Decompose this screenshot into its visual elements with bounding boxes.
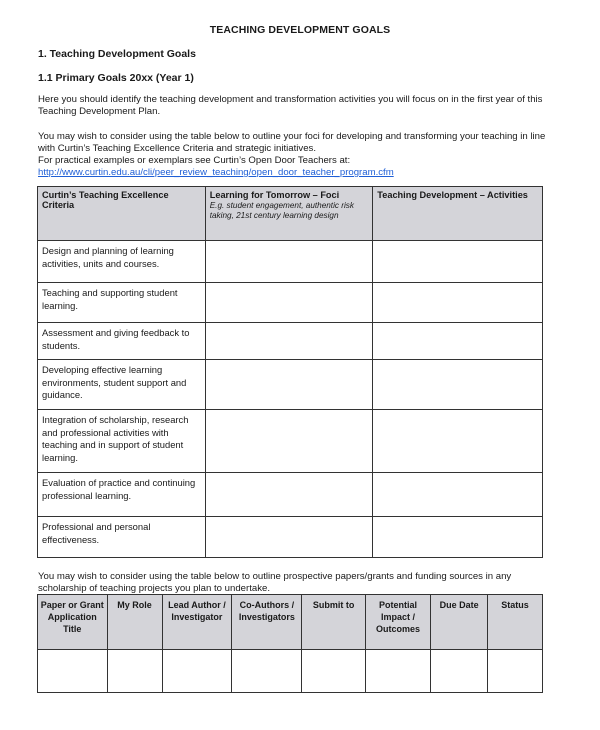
foci-input-cell[interactable]: [205, 323, 373, 360]
table-header-cell: Due Date: [431, 595, 488, 650]
foci-input-cell[interactable]: [205, 473, 373, 517]
table-header-cell: [373, 187, 543, 241]
open-door-paragraph-text: For practical examples or exemplars see Curtin’s Open Door Teachers at:: [38, 155, 351, 166]
table-input-cell[interactable]: [162, 650, 232, 693]
grants-paragraph: You may wish to consider using the table below to outline prospective papers/grants and funding sources in any scholarship of teaching projects you plan to undertake.: [38, 571, 512, 594]
table-row: [38, 410, 543, 473]
header-title: Curtin’s Teaching Excellence Criteria: [42, 190, 169, 210]
header-title: Learning for Tomorrow – Foci: [209, 190, 340, 200]
header-subtitle: E.g. student engagement, authentic risk taking, 21st century learning design: [209, 201, 354, 220]
criteria-cell: Developing effective learning environments, student support and guidance.: [38, 360, 206, 410]
foci-input-cell[interactable]: [205, 241, 373, 283]
activities-input-cell[interactable]: [373, 473, 543, 517]
foci-input-cell[interactable]: [205, 283, 373, 323]
criteria-cell: Assessment and giving feedback to students.: [38, 323, 206, 360]
criteria-cell: Design and planning of learning activities, units and courses.: [38, 241, 206, 283]
activities-input-cell[interactable]: [373, 241, 543, 283]
table-input-cell[interactable]: [431, 650, 488, 693]
table-input-cell[interactable]: [302, 650, 365, 693]
table-row: [38, 241, 543, 283]
activities-input-cell[interactable]: [373, 283, 543, 323]
table-header-cell: Paper or Grant Application Title: [38, 595, 108, 650]
table-row: [38, 360, 543, 410]
table-header-cell: [205, 187, 373, 241]
foci-paragraph-text: You may wish to consider using the table below to outline your foci for developing and transforming your teaching in line with Curtin’s Teaching Excellence Criteria and strategic initiatives.: [38, 131, 546, 154]
table-input-cell[interactable]: [365, 650, 430, 693]
activities-input-cell[interactable]: [373, 323, 543, 360]
criteria-cell: Integration of scholarship, research and professional activities with teaching and in support of student learning.: [38, 410, 206, 473]
subsection-heading: 1.1 Primary Goals 20xx (Year 1): [38, 72, 194, 84]
table-row: [38, 517, 543, 558]
table-header-cell: Lead Author / Investigator: [162, 595, 232, 650]
teaching-excellence-table: [37, 186, 543, 558]
document-title: TEACHING DEVELOPMENT GOALS: [209, 24, 391, 36]
table-input-cell[interactable]: [488, 650, 543, 693]
foci-paragraph: [38, 131, 558, 179]
table-header-cell: My Role: [107, 595, 162, 650]
table-row: [38, 650, 543, 693]
header-title: Teaching Development – Activities: [377, 190, 528, 200]
foci-input-cell[interactable]: [205, 517, 373, 558]
table-header-cell: Potential Impact / Outcomes: [365, 595, 430, 650]
intro-paragraph: Here you should identify the teaching development and transformation activities you will focus on in the first year of this Teaching Development Plan.: [38, 94, 543, 117]
table-row: [38, 283, 543, 323]
table-row: [38, 323, 543, 360]
table-header-row: [38, 595, 543, 650]
table-header-row: [38, 187, 543, 241]
foci-input-cell[interactable]: [205, 360, 373, 410]
table-header-cell: Submit to: [302, 595, 365, 650]
table-header-cell: Co-Authors / Investigators: [232, 595, 302, 650]
open-door-teachers-link[interactable]: http://www.curtin.edu.au/cli/peer_review_teaching/open_door_teacher_program.cfm: [38, 167, 394, 178]
section-heading: 1. Teaching Development Goals: [38, 48, 196, 60]
activities-input-cell[interactable]: [373, 517, 543, 558]
table-header-cell: Status: [488, 595, 543, 650]
activities-input-cell[interactable]: [373, 360, 543, 410]
criteria-cell: Evaluation of practice and continuing professional learning.: [38, 473, 206, 517]
criteria-cell: Teaching and supporting student learning.: [38, 283, 206, 323]
criteria-cell: Professional and personal effectiveness.: [38, 517, 206, 558]
table-input-cell[interactable]: [232, 650, 302, 693]
table-header-cell: [38, 187, 206, 241]
table-row: [38, 473, 543, 517]
grants-table: [37, 594, 543, 693]
table-input-cell[interactable]: [38, 650, 108, 693]
table-input-cell[interactable]: [107, 650, 162, 693]
activities-input-cell[interactable]: [373, 410, 543, 473]
foci-input-cell[interactable]: [205, 410, 373, 473]
